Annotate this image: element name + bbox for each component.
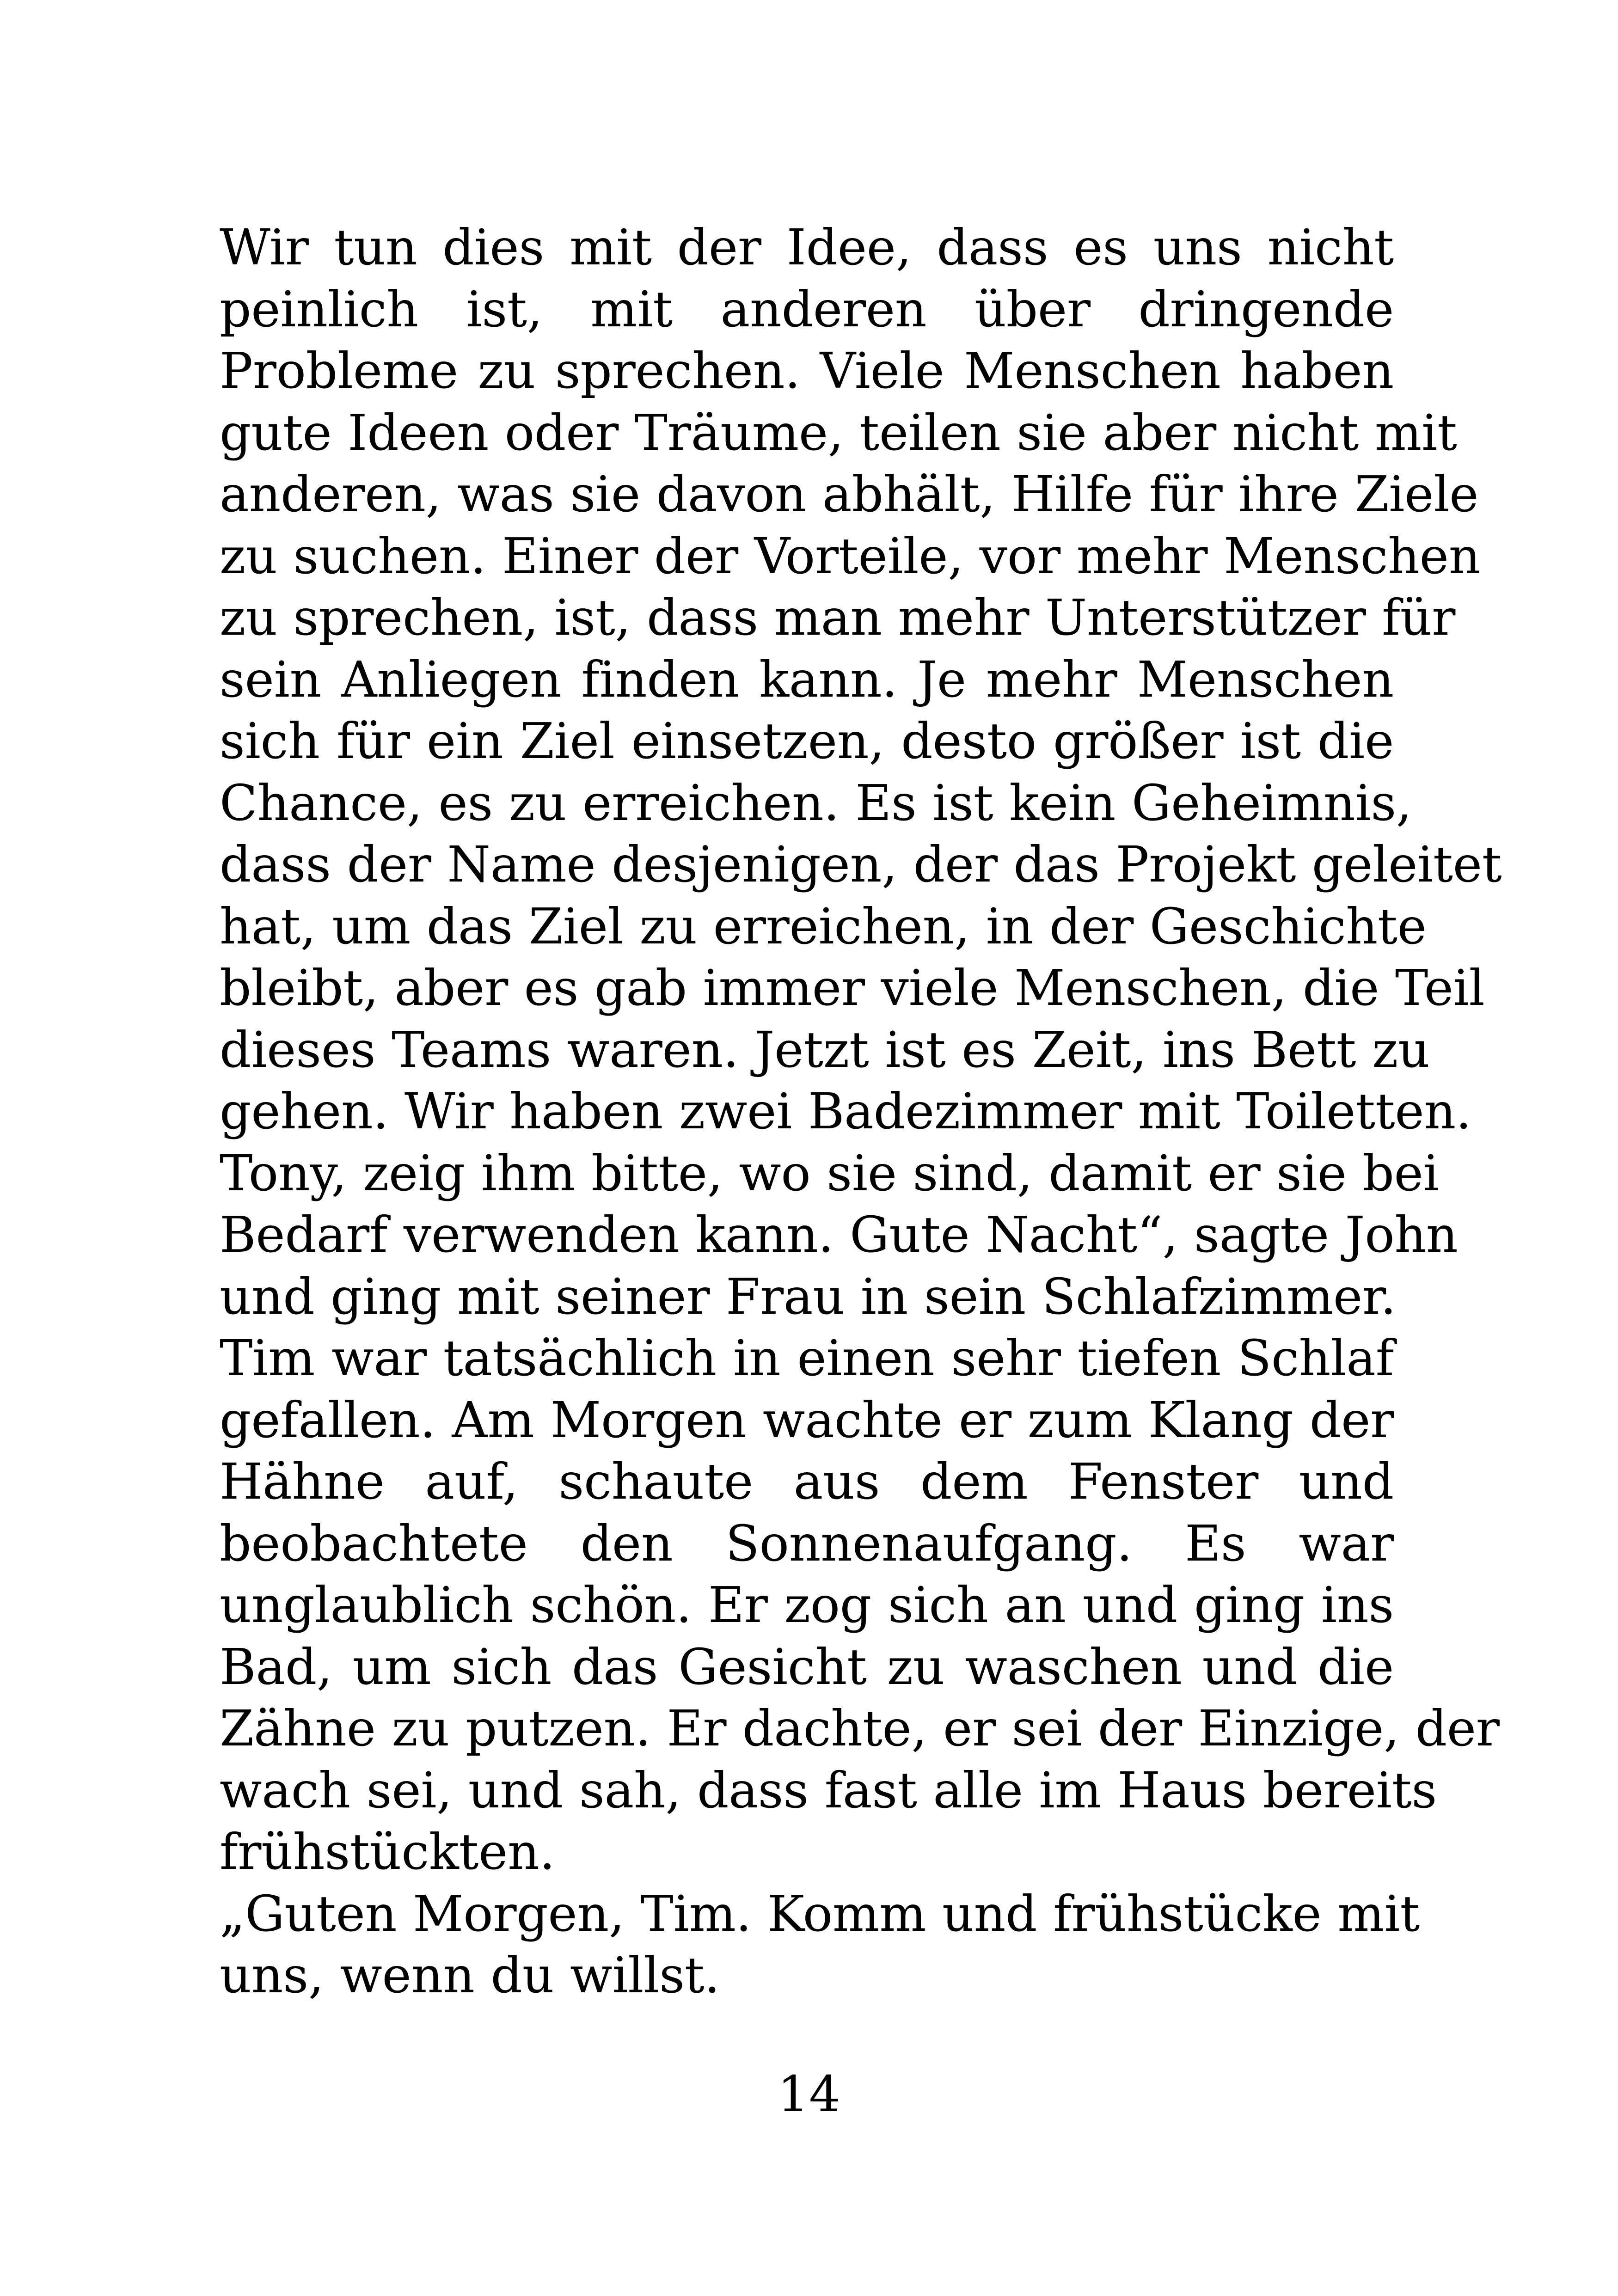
- text-line: beobachtete den Sonnenaufgang. Es war: [220, 1515, 1394, 1573]
- text-line: gehen. Wir haben zwei Badezimmer mit Toiletten.: [220, 1083, 1471, 1140]
- text-line: sich für ein Ziel einsetzen, desto größer ist die: [220, 713, 1394, 770]
- paragraph: [220, 1884, 1420, 2007]
- text-line: Tim war tatsächlich in einen sehr tiefen Schlaf: [220, 1330, 1394, 1387]
- text-line: Probleme zu sprechen. Viele Menschen haben: [220, 343, 1394, 400]
- text-line: Chance, es zu erreichen. Es ist kein Geheimnis,: [220, 774, 1412, 832]
- page-number: 14: [777, 2066, 841, 2123]
- text-line: und ging mit seiner Frau in sein Schlafzimmer.: [220, 1268, 1396, 1326]
- text-line: gute Ideen oder Träume, teilen sie aber nicht mit: [220, 404, 1457, 462]
- text-line: unglaublich schön. Er zog sich an und ging ins: [220, 1577, 1394, 1634]
- text-line: Zähne zu putzen. Er dachte, er sei der Einzige, der: [220, 1700, 1500, 1757]
- text-line: gefallen. Am Morgen wachte er zum Klang der: [220, 1391, 1394, 1449]
- text-line: Bedarf verwenden kann. Gute Nacht“, sagte John: [220, 1206, 1458, 1264]
- text-line: dass der Name desjenigen, der das Projekt geleitet: [220, 836, 1502, 894]
- text-line: Bad, um sich das Gesicht zu waschen und die: [220, 1638, 1394, 1696]
- text-line: „Guten Morgen, Tim. Komm und frühstücke mit: [220, 1885, 1420, 1943]
- text-line: anderen, was sie davon abhält, Hilfe für ihre Ziele: [220, 466, 1479, 523]
- text-line: Wir tun dies mit der Idee, dass es uns nicht: [220, 219, 1394, 276]
- text-line: zu suchen. Einer der Vorteile, vor mehr Menschen: [220, 527, 1481, 585]
- paragraph: [220, 217, 1502, 1884]
- text-line: dieses Teams waren. Jetzt ist es Zeit, ins Bett zu: [220, 1021, 1430, 1079]
- text-line: hat, um das Ziel zu erreichen, in der Geschichte: [220, 898, 1427, 955]
- text-line: wach sei, und sah, dass fast alle im Haus bereits: [220, 1762, 1437, 1819]
- text-line: frühstückten.: [220, 1824, 555, 1881]
- text-line: uns, wenn du willst.: [220, 1947, 720, 2004]
- text-line: Hähne auf, schaute aus dem Fenster und: [220, 1453, 1394, 1511]
- body-text: [220, 217, 1502, 2007]
- text-line: zu sprechen, ist, dass man mehr Unterstützer für: [220, 589, 1456, 647]
- text-line: bleibt, aber es gab immer viele Menschen, die Teil: [220, 960, 1485, 1017]
- text-line: peinlich ist, mit anderen über dringende: [220, 281, 1394, 338]
- text-line: sein Anliegen finden kann. Je mehr Menschen: [220, 651, 1394, 709]
- text-line: Tony, zeig ihm bitte, wo sie sind, damit er sie bei: [220, 1145, 1439, 1202]
